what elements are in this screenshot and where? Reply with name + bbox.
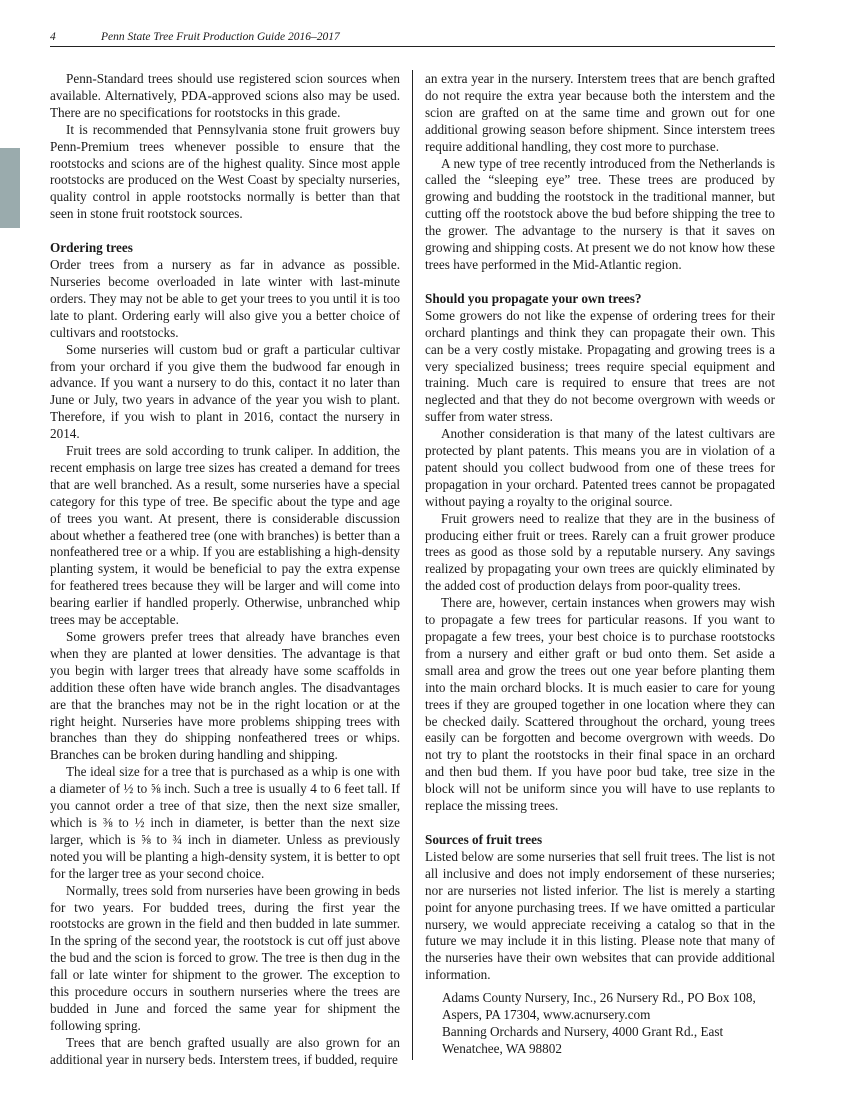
paragraph: It is recommended that Pennsylvania stone fruit growers buy Penn-Premium trees whenever possible to ensure that the rootstocks and scions are of the highest quality. Since most apple rootstocks are produced on the West Coast by specialty nurseries, quality control in apple rootstocks normally is better than that seen in stone fruit rootstock sources.	[50, 121, 400, 222]
section-tab-marker	[0, 148, 20, 228]
paragraph: Order trees from a nursery as far in advance as possible. Nurseries become overloaded in late winter with last-minute orders. They may not be able to get your trees to you until it is too late to plant. Ordering early will also give you a better choice of cultivars and rootstocks.	[50, 257, 400, 340]
paragraph: Fruit growers need to realize that they are in the business of producing either fruit or trees. Rarely can a fruit grower produce trees as good as those sold by a reputable nursery. Any savings realized by propagating your own trees are quickly eliminated by the added cost of production delays from poor-quality trees.	[425, 510, 775, 594]
paragraph: Another consideration is that many of the latest cultivars are protected by plant patents. This means you are in violation of a patent should you collect budwood from one of these trees for propagation in your orchard. Patented trees cannot be propagated without paying a royalty to the original source.	[425, 426, 775, 509]
paragraph: Trees that are bench grafted usually are also grown for an additional year in nursery beds. Interstem trees, if budded, require	[50, 1034, 400, 1067]
paragraph: Listed below are some nurseries that sell fruit trees. The list is not all inclusive and does not imply endorsement of these nurseries; nor are nurseries not listed inferior. The list is merely a starting point for anyone purchasing trees. If we have omitted a particular nursery, we would appreciate receiving a catalog so that in the future we may include it in this listing. Please note that many of the nurseries have their own websites that can provide additional information.	[425, 848, 775, 983]
running-header	[50, 28, 775, 47]
left-column	[50, 71, 400, 1069]
right-column	[425, 71, 775, 1058]
paragraph: Some nurseries will custom bud or graft a particular cultivar from your orchard if you give them the budwood far enough in advance. If you want a nursery to do this, contact it no later than June or July, two years in advance of the year you wish to plant. Therefore, if you wish to plant in 2016, contact the nursery in 2014.	[50, 341, 400, 442]
paragraph: A new type of tree recently introduced from the Netherlands is called the “sleeping eye” tree. These trees are produced by growing and budding the rootstock in the traditional manner, but cutting off the rootstock above the bud before shipping the tree to the grower. The advantage to the nursery is that it saves on growing and shipping costs. At present we do not know how these trees have performed in the Mid-Atlantic region.	[425, 155, 775, 272]
column-divider	[412, 70, 413, 1060]
paragraph: an extra year in the nursery. Interstem trees that are bench grafted do not require the extra year because both the interstem and the scion are grafted on at the same time and grown out for one additional growing season before shipment. Since interstem trees require additional handling, they cost more to purchase.	[425, 71, 775, 154]
section-heading-sources: Sources of fruit trees	[425, 831, 543, 847]
paragraph: Some growers do not like the expense of ordering trees for their orchard plantings and think they can propagate their own. This can be a very costly mistake. Propagating and growing trees is a very specialized business; trees require special equipment and training. Much care is required to ensure that trees are not neglected and that they do not become overgrown with weeds or suffer from water stress.	[425, 307, 775, 425]
paragraph: Fruit trees are sold according to trunk caliper. In addition, the recent emphasis on large tree sizes has created a demand for trees that are well branched. As a result, some nurseries have a special category for this type of tree. Be specific about the type and age of trees you want. At present, there is considerable discussion about whether a feathered tree (one with branches) is better than a nonfeathered tree or a whip. If you are establishing a high-density planting system, it would be beneficial to pay the extra expense for feathered trees because they will be larger and will come into bearing earlier if handled properly. Otherwise, unbranched whip trees may be acceptable.	[50, 443, 400, 628]
paragraph: There are, however, certain instances when growers may wish to propagate a few trees for particular reasons. If you want to propagate a few trees, your best choice is to purchase rootstocks from a nursery and either graft or bud onto them. Set aside a small area and grow the trees out one year before planting them into the main orchard blocks. It is much easier to care for young trees if they are grouped together in one location where they can be checked daily. Scattered throughout the orchard, young trees easily can be forgotten and become overgrown with weeds. Do not try to plant the rootstocks in their final space in an orchard and then bud them. If you have poor bud take, tree size in the block will not be uniform since you will have to use replants to replace the missing trees.	[425, 595, 775, 814]
nursery-listing: Adams County Nursery, Inc., 26 Nursery Rd., PO Box 108, Aspers, PA 17304, www.acnursery.com	[442, 990, 756, 1023]
nursery-listing: Banning Orchards and Nursery, 4000 Grant Rd., East Wenatchee, WA 98802	[442, 1023, 724, 1056]
section-heading-propagate: Should you propagate your own trees?	[425, 290, 642, 306]
paragraph: Normally, trees sold from nurseries have been growing in beds for two years. For budded trees, during the first year the rootstocks are grown in the field and then budded in late summer. In the spring of the second year, the rootstock is cut off just above the bud and the scion is forced to grow. The tree is then dug in the fall or late winter for shipment to the grower. The exception to this procedure occurs in southern nurseries where the trees are budded in June and forced the same year for shipment the following spring.	[50, 882, 400, 1033]
paragraph: Some growers prefer trees that already have branches even when they are planted at lower densities. The advantage is that you begin with larger trees that already have some scaffolds in addition these often have wide branch angles. The disadvantages are that the branches may not be in the right location or at the right height. Nurseries have more problems shipping trees with branches than they do shipping nonfeathered trees or whips. Branches can be broken during handling and shipping.	[50, 629, 400, 763]
section-heading-ordering-trees: Ordering trees	[50, 240, 133, 256]
page-number: 4	[50, 31, 56, 43]
running-title: Penn State Tree Fruit Production Guide 2016–2017	[101, 31, 340, 43]
paragraph: The ideal size for a tree that is purchased as a whip is one with a diameter of ½ to ⅝ inch. Such a tree is usually 4 to 6 feet tall. If you cannot order a tree of that size, then the next size smaller, which is ⅜ to ½ inch in diameter, is better than the next size larger, which is ⅝ to ¾ inch in diameter. Unless as previously noted you will be planting a high-density system, it is better to opt for the larger tree as your second choice.	[50, 764, 400, 881]
paragraph: Penn-Standard trees should use registered scion sources when available. Alternatively, PDA-approved scions also may be used. There are no specifications for rootstocks in this grade.	[50, 71, 400, 120]
